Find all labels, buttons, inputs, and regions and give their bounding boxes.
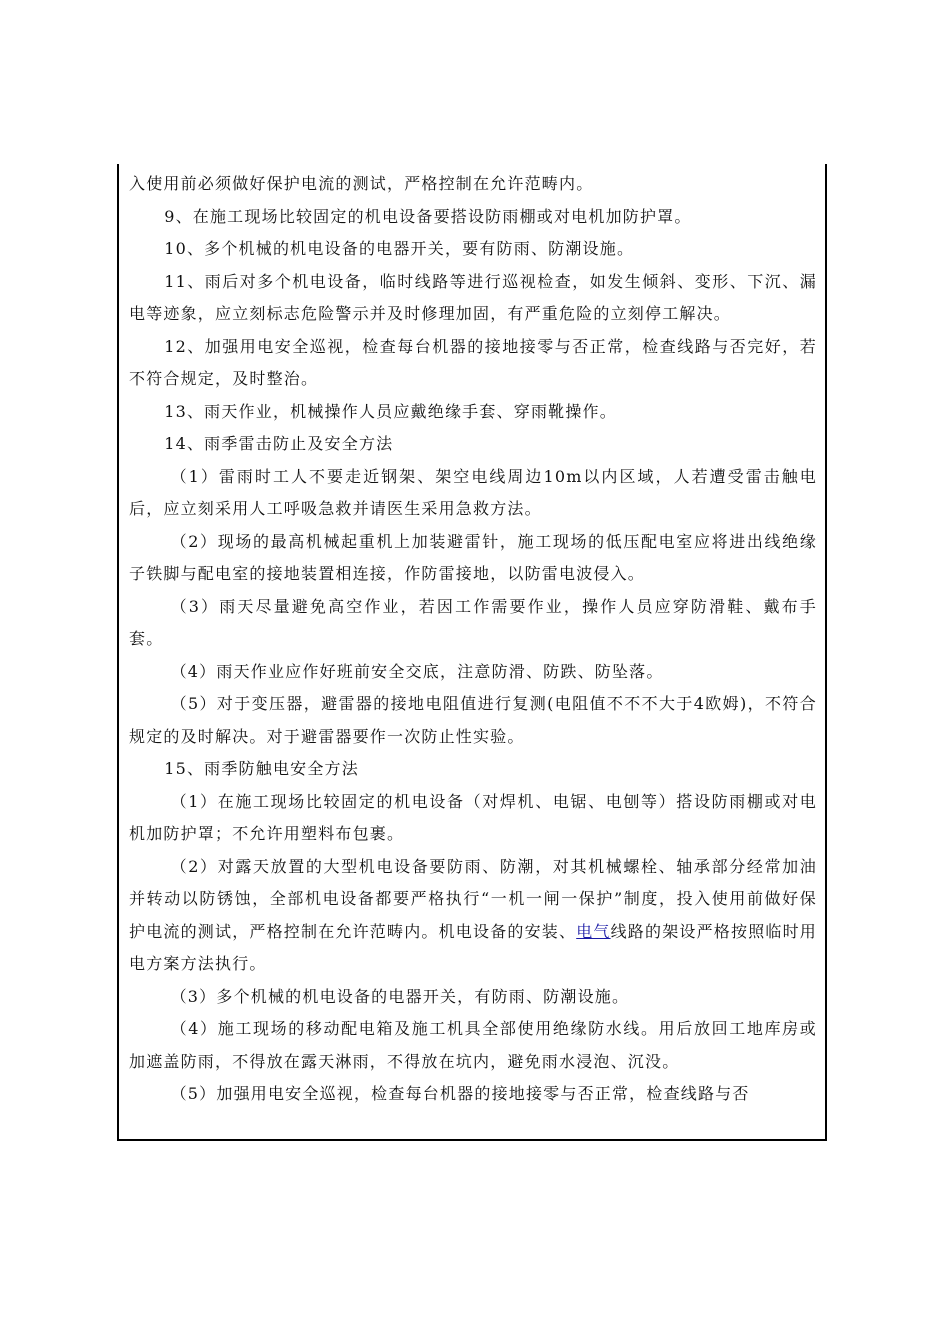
document-frame bbox=[117, 164, 827, 1141]
paragraph: （4）雨天作业应作好班前安全交底，注意防滑、防跌、防坠落。 bbox=[170, 661, 664, 681]
paragraph: （3）多个机械的机电设备的电器开关，有防雨、防潮设施。 bbox=[170, 986, 630, 1006]
paragraph: 11、雨后对多个机电设备，临时线路等进行巡视检查，如发生倾斜、变形、下沉、漏电等迹象，应立刻标志危险警示并及时修理加固，有严重危险的立刻停工解决。 bbox=[129, 271, 817, 323]
paragraph-text: （2）对露天放置的大型机电设备要防雨、防潮，对其机械螺栓、轴承部分经常加油并转动以防锈蚀，全部机电设备都要严格执行“一机一闸一保护”制度，投入使用前做好保护电流的测试，严格控制在允许范畴内。机电设备的安装、 bbox=[129, 856, 817, 941]
paragraph: （5）加强用电安全巡视，检查每台机器的接地接零与否正常，检查线路与否 bbox=[170, 1084, 750, 1103]
paragraph: （4）施工现场的移动配电箱及施工机具全部使用绝缘防水线。用后放回工地库房或加遮盖防雨，不得放在露天淋雨，不得放在坑内，避免雨水浸泡、沉没。 bbox=[129, 1019, 817, 1071]
paragraph: （5）对于变压器，避雷器的接地电阻值进行复测(电阻值不不不大于4欧姆)，不符合规定的及时解决。对于避雷器要作一次防止性实验。 bbox=[129, 694, 817, 746]
section-heading: 14、雨季雷击防止及安全方法 bbox=[164, 434, 394, 453]
paragraph: （1）在施工现场比较固定的机电设备（对焊机、电锯、电刨等）搭设防雨棚或对电机加防护罩；不允许用塑料布包裹。 bbox=[129, 791, 817, 843]
paragraph: 10、多个机械的机电设备的电器开关，要有防雨、防潮设施。 bbox=[164, 239, 635, 258]
paragraph: 12、加强用电安全巡视，检查每台机器的接地接零与否正常，检查线路与否完好，若不符合规定，及时整治。 bbox=[129, 336, 817, 388]
section-heading: 15、雨季防触电安全方法 bbox=[164, 759, 359, 778]
document-body bbox=[129, 168, 817, 1111]
paragraph: 入使用前必须做好保护电流的测试，严格控制在允许范畴内。 bbox=[129, 174, 594, 193]
paragraph: （3）雨天尽量避免高空作业，若因工作需要作业，操作人员应穿防滑鞋、戴布手套。 bbox=[129, 596, 817, 648]
paragraph bbox=[129, 851, 817, 981]
paragraph: （1）雷雨时工人不要走近钢架、架空电线周边10m以内区域，人若遭受雷击触电后，应立刻采用人工呼吸急救并请医生采用急救方法。 bbox=[129, 466, 817, 518]
paragraph-text: 线路的架设严格按照临时用电方案方法执行。 bbox=[129, 921, 818, 973]
paragraph: 9、在施工现场比较固定的机电设备要搭设防雨棚或对电机加防护罩。 bbox=[164, 206, 692, 226]
paragraph: （2）现场的最高机械起重机上加装避雷针，施工现场的低压配电室应将进出线绝缘子铁脚与配电室的接地装置相连接，作防雷接地，以防雷电波侵入。 bbox=[129, 531, 817, 583]
paragraph: 13、雨天作业，机械操作人员应戴绝缘手套、穿雨靴操作。 bbox=[164, 401, 617, 421]
electrical-link[interactable]: 电气 bbox=[576, 921, 611, 941]
